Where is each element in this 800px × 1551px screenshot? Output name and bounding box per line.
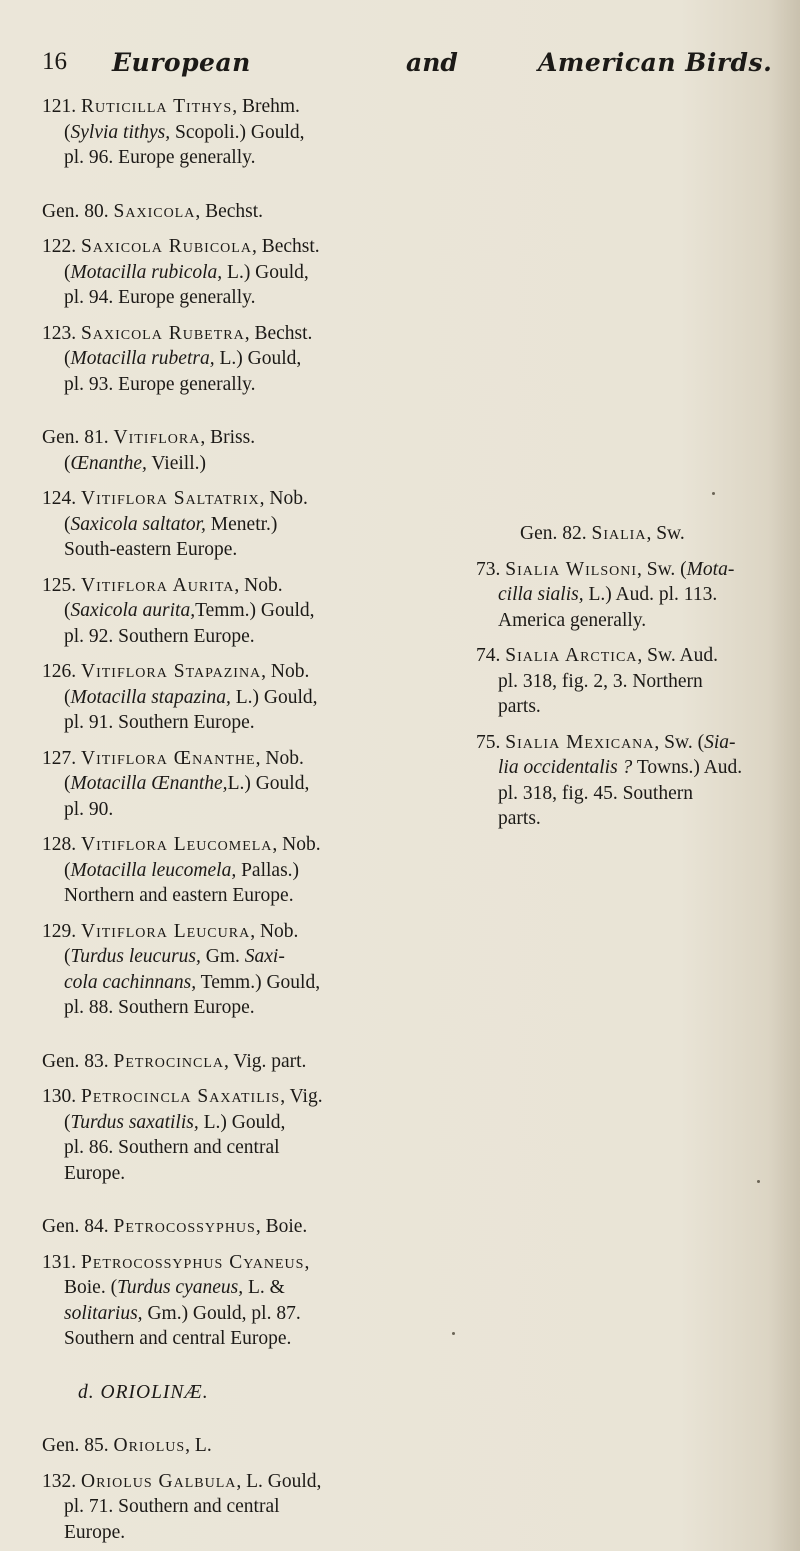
text-run: parts. [498,696,541,717]
text-run: 73. [476,558,506,580]
text-run: L.) Gould, [227,773,310,794]
species-name: Vitiflora Leucura [81,920,251,942]
text-run: Gm. [200,946,245,967]
text-run: Gen. 83. [42,1050,114,1072]
synonym-name: cola cachinnans, [64,971,197,993]
spacer [42,1021,414,1049]
text-run: 127. [42,747,81,769]
entry-line [42,858,414,884]
text-run: America generally. [498,609,647,631]
species-name: Vitiflora Œnanthe [81,747,256,769]
paper-speck [452,1332,455,1335]
spacer [42,476,414,486]
text-run: L. & [243,1277,285,1298]
text-run: Pallas.) [236,859,300,881]
synonym-name: Mota- [686,558,735,580]
species-name: Petrocincla Saxatilis [81,1086,281,1107]
text-run: Europe. [64,1521,126,1543]
entry-line [42,1135,414,1161]
text-run: , L. [185,1435,212,1456]
species-name: Saxicola Rubicola [81,236,252,257]
spacer [42,224,414,234]
text-run: , Boie. [255,1216,308,1237]
entry-line [476,582,794,608]
synonym-name: lia occidentalis ? [498,757,633,778]
text-run: 122. [42,236,81,257]
entry-line [42,1301,414,1327]
text-run: , Vig. part. [224,1050,307,1072]
text-run: , Briss. [200,427,256,448]
species-entry [42,234,414,311]
text-run: pl. 90. [64,798,114,820]
text-run: 129. [42,920,81,942]
text-run: Scopoli.) Gould, [170,121,305,143]
text-run: Boie. ( [64,1277,118,1298]
species-entry [476,643,794,720]
text-run: , Nob. [234,574,283,596]
text-run: ( [64,348,71,369]
text-run: Southern and central Europe. [64,1328,292,1349]
spacer [42,909,414,919]
entry-line [42,234,414,260]
text-run: Temm.) Gould, [196,971,321,993]
species-name: Vitiflora Leucomela [81,834,273,855]
spacer [42,822,414,832]
entry-line [42,372,414,398]
text-run: , Nob. [255,747,304,769]
entry-line [42,919,414,945]
synonym-name: Œnanthe, [70,452,147,474]
entry-line [476,643,794,669]
entry-line [42,1326,414,1352]
entry-line [42,1161,414,1187]
paper-speck [712,492,715,495]
entry-line [42,944,414,970]
text-run: 74. [476,645,506,666]
species-name: Saxicola Rubetra [81,322,245,344]
synonym-name: Turdus leucurus, [70,946,201,967]
genus-heading [42,199,414,225]
text-run: ( [64,452,71,474]
entry-line [42,94,414,120]
text-run: 125. [42,574,81,596]
entry-line [42,771,414,797]
entry-line [476,608,794,634]
entry-line [42,537,414,563]
text-run: L.) Gould, [214,348,302,369]
species-name: Petrocincla [113,1050,225,1072]
species-entry [42,94,414,171]
synonym-name: Turdus saxatilis, [70,1111,199,1133]
genus-synonym [42,451,414,477]
synonym-name: Turdus cyaneus, [117,1277,244,1298]
spacer [42,1459,414,1469]
entry-line [42,659,414,685]
species-name: Vitiflora [113,427,201,448]
synonym-name: Motacilla rubetra, [70,348,215,369]
genus-heading [42,1433,414,1459]
text-run: pl. 92. Southern Europe. [64,625,255,647]
species-entry [42,321,414,398]
text-run: , Bechst. [251,236,320,257]
running-title-middle: and [406,48,458,77]
text-run: , Vig. [280,1086,323,1107]
species-name: Petrocossyphus [113,1216,256,1237]
species-entry [476,730,794,832]
synonym-name: Motacilla stapazina, [70,686,231,708]
synonym-name: Saxicola aurita, [70,600,196,621]
text-run: , Brehm. [232,96,300,117]
genus-heading [476,521,794,547]
entry-line [42,1250,414,1276]
text-run: parts. [498,808,541,829]
text-run: , Sw. Aud. [637,645,718,666]
synonym-name: Sia- [704,731,736,753]
spacer [42,1186,414,1214]
text-run: , L. Gould, [236,1470,322,1492]
text-run: L.) Gould, [230,686,318,708]
text-run: ( [64,513,71,535]
spacer [42,649,414,659]
synonym-name: Motacilla leucomela, [70,859,237,881]
species-name: Saxicola [113,200,196,222]
genus-heading [42,1049,414,1075]
entry-line [42,685,414,711]
text-run: L.) Aud. pl. 113. [583,584,718,605]
entry-line [42,321,414,347]
text-run: Menetr.) [205,513,278,535]
species-entry [42,1084,414,1186]
text-run: L.) Gould, [198,1111,286,1133]
text-run: pl. 71. Southern and central [64,1496,280,1517]
synonym-name: Saxicola saltator, [70,513,206,535]
species-entry [42,486,414,563]
species-name: Sialia [591,523,647,544]
entry-line [42,710,414,736]
spacer [42,736,414,746]
entry-line [42,883,414,909]
spacer [42,563,414,573]
text-run: , [304,1251,310,1273]
text-run: Gen. 80. [42,200,114,222]
text-run: ( [64,1111,71,1133]
species-name: Vitiflora Saltatrix [81,488,260,509]
species-name: Sialia Mexicana [505,731,655,753]
spacer [42,1352,414,1380]
text-run: Towns.) Aud. [632,757,743,778]
text-run: Gen. 84. [42,1216,114,1237]
species-entry [476,557,794,634]
entry-line [42,624,414,650]
species-name: Vitiflora Aurita [81,574,235,596]
paper-speck [757,1180,760,1183]
entry-line [42,145,414,171]
entry-line [42,1275,414,1301]
species-name: Sialia Wilsoni [505,558,638,580]
text-run: Northern and eastern Europe. [64,885,294,906]
text-run: Gm.) Gould, pl. 87. [142,1302,301,1324]
entry-line [42,486,414,512]
species-entry [42,746,414,823]
entry-line [42,1520,414,1546]
entry-line [476,557,794,583]
left-column [42,94,414,1545]
text-run: pl. 86. Southern and central [64,1137,280,1158]
text-run: ( [64,261,71,283]
synonym-name: Motacilla Œnanthe, [70,773,228,794]
text-run: Gen. 81. [42,427,114,448]
text-run: Gen. 85. [42,1435,114,1456]
text-run: pl. 91. Southern Europe. [64,712,255,733]
entry-line [42,797,414,823]
spacer [42,397,414,425]
text-run: 130. [42,1086,81,1107]
right-column [476,521,794,832]
species-name: Oriolus [113,1435,186,1456]
text-run: , Sw. [646,523,685,544]
species-entry [42,659,414,736]
spacer [42,311,414,321]
text-run: ( [64,773,71,794]
spacer [42,1074,414,1084]
entry-line [42,1084,414,1110]
entry-line [42,1110,414,1136]
text-run: 132. [42,1470,81,1492]
text-run: , Nob. [261,661,310,682]
entry-line [42,120,414,146]
entry-line [42,260,414,286]
text-run: ( [64,121,71,143]
spacer [476,633,794,643]
text-run: 123. [42,322,81,344]
species-entry [42,573,414,650]
text-run: pl. 93. Europe generally. [64,373,256,395]
synonym-name: Motacilla rubicola, [70,261,223,283]
species-name: Vitiflora Stapazina [81,661,262,682]
text-run: , Nob. [250,920,299,942]
entry-line [42,746,414,772]
text-run: 126. [42,661,81,682]
entry-line [42,1469,414,1495]
text-run: pl. 96. Europe generally. [64,147,256,168]
entry-line [476,806,794,832]
entry-line [476,730,794,756]
species-entry [42,919,414,1021]
text-run: , Nob. [259,488,308,509]
text-run: Vieill.) [146,452,206,474]
text-run: ( [64,859,71,881]
species-name: Ruticilla Tithys [81,96,233,117]
entry-line [42,970,414,996]
text-run: 131. [42,1251,81,1273]
running-title-left: European [112,48,251,77]
species-entry [42,832,414,909]
entry-line [476,669,794,695]
text-run: 128. [42,834,81,855]
entry-line [42,1494,414,1520]
species-entry [42,1250,414,1352]
text-run: , Nob. [272,834,321,855]
entry-line [476,755,794,781]
genus-heading [42,425,414,451]
species-entry [42,1469,414,1546]
text-run: Europe. [64,1162,126,1184]
text-run: South-eastern Europe. [64,539,238,560]
text-run: 124. [42,488,81,509]
text-run: ( [64,946,71,967]
subfamily-heading: d. ORIOLINÆ. [78,1381,209,1403]
spacer [42,171,414,199]
entry-line [476,781,794,807]
genus-heading [42,1214,414,1240]
spacer [476,720,794,730]
entry-line [42,598,414,624]
synonym-name: Sylvia tithys, [70,121,171,143]
species-name: Oriolus Galbula [81,1470,237,1492]
entry-line [476,694,794,720]
running-header [42,48,773,88]
text-run: 75. [476,731,506,753]
species-name: Sialia Arctica [505,645,638,666]
entry-line [42,573,414,599]
text-run: , Bechst. [195,200,264,222]
text-run: , Sw. ( [637,558,687,580]
page-number: 16 [42,48,67,75]
spacer [42,1240,414,1250]
text-run: L.) Gould, [222,261,309,283]
text-run: ( [64,600,71,621]
running-title-right: American Birds. [538,48,773,77]
entry-line [42,832,414,858]
text-run: pl. 88. Southern Europe. [64,997,255,1018]
text-run: pl. 94. Europe generally. [64,287,256,308]
spacer [476,547,794,557]
entry-line [42,346,414,372]
species-name: Petrocossyphus Cyaneus [81,1251,305,1273]
text-run: Temm.) Gould, [195,600,315,621]
synonym-name: cilla sialis, [498,584,584,605]
entry-line [42,995,414,1021]
text-run: , Bechst. [244,322,313,344]
synonym-name: Saxi- [244,946,285,967]
text-run: 121. [42,96,81,117]
text-run: pl. 318, fig. 45. Southern [498,782,693,804]
text-run: ( [64,686,71,708]
text-run: , Sw. ( [654,731,705,753]
entry-line [42,285,414,311]
text-run: Gen. 82. [520,523,592,544]
text-run: pl. 318, fig. 2, 3. Northern [498,670,703,692]
entry-line [42,512,414,538]
synonym-name: solitarius, [64,1302,143,1324]
spacer [42,1405,414,1433]
